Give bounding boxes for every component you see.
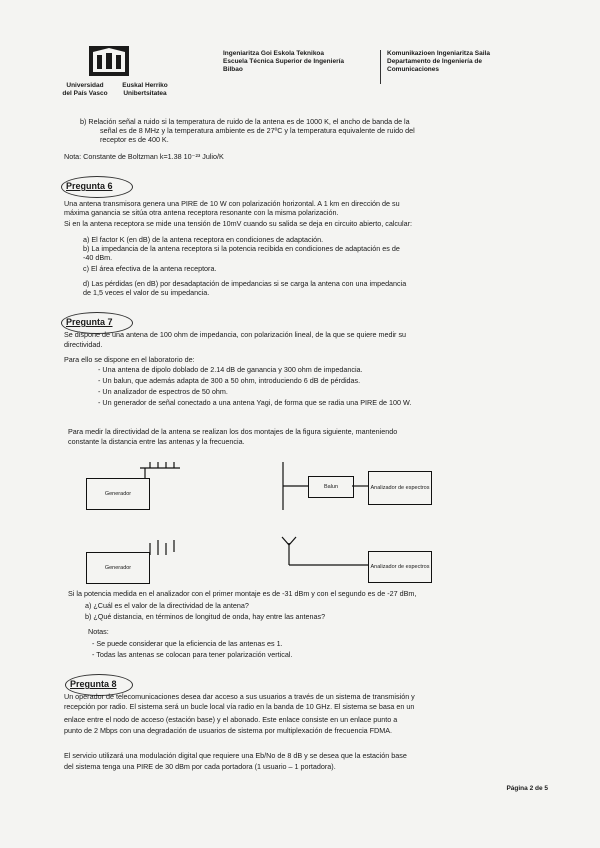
balun-box: Balun <box>308 476 354 498</box>
question-item: d) Las pérdidas (en dB) por desadaptación de impedancias si se carga la antena con una impedancia <box>83 279 407 288</box>
paragraph: El servicio utilizará una modulación digital que requiere una Eb/No de 8 dB y se desea que la estación base <box>64 751 407 760</box>
paragraph: Un operador de telecomunicaciones desea dar acceso a sus usuarios a través de un sistema de transmisión y <box>64 692 415 701</box>
paragraph: Una antena transmisora genera una PIRE de 10 W con polarización horizontal. A 1 km en dirección de su <box>64 199 400 208</box>
list-item: - Un generador de señal conectado a una antena Yagi, de forma que se radia una PIRE de 100 W. <box>98 398 412 407</box>
university-name-es: Universidad del País Vasco <box>62 82 108 97</box>
question-item: -40 dBm. <box>83 253 113 262</box>
paragraph: Si en la antena receptora se mide una tensión de 10mV cuando su salida se deja en circuito abierto, calcular: <box>64 219 413 228</box>
question-item: b) Relación señal a ruido si la temperatura de ruido de la antena es de 1000 K, el ancho de banda de la <box>80 117 410 126</box>
paragraph: enlace entre el nodo de acceso (estación base) y el abonado. Este enlace consiste en un enlace punto a <box>64 715 398 724</box>
question-7-title: Pregunta 7 <box>66 317 113 327</box>
generator-box-1: Generador <box>86 478 150 510</box>
paragraph: Se dispone de una antena de 100 ohm de impedancia, con polarización lineal, de la que se quiere medir su <box>64 330 407 339</box>
question-item: señal es de 8 MHz y la temperatura ambiente es de 27ºC y la temperatura equivalente de ruido del <box>100 126 415 135</box>
question-item: de 1,5 veces el valor de su impedancia. <box>83 288 210 297</box>
list-item: - Una antena de dipolo doblado de 2.14 dB de ganancia y 300 ohm de impedancia. <box>98 365 363 374</box>
department-name: Komunikazioen Ingeniaritza Saila Departamento de Ingeniería de Comunicaciones <box>380 50 547 84</box>
question-8-title: Pregunta 8 <box>70 679 117 689</box>
paragraph: punto de 2 Mbps con una degradación de usuarios de sistema por multiplexación de frecuencia FDMA. <box>64 726 393 735</box>
analyzer-box-1: Analizador de espectros <box>368 471 432 505</box>
paragraph: Si la potencia medida en el analizador con el primer montaje es de -31 dBm y con el segundo es de -27 dBm, <box>68 589 417 598</box>
note-text: Nota: Constante de Boltzman k=1.38 10⁻²³ Julio/K <box>64 152 224 161</box>
paragraph: del sistema tenga una PIRE de 30 dBm por cada portadora (1 usuario – 1 portadora). <box>64 762 336 771</box>
generator-box-2: Generador <box>86 552 150 584</box>
list-item: - Todas las antenas se colocan para tener polarización vertical. <box>92 650 293 659</box>
school-name: Ingeniaritza Goi Eskola Teknikoa Escuela Técnica Superior de Ingeniería Bilbao <box>223 50 345 73</box>
paragraph: recepción por radio. El sistema será un bucle local vía radio en la banda de 10 GHz. El sistema se basa en un <box>64 702 415 711</box>
paragraph: Para ello se dispone en el laboratorio de: <box>64 355 195 364</box>
paragraph: máxima ganancia se sitúa otra antena receptora resonante con la misma polarización. <box>64 208 339 217</box>
paragraph: directividad. <box>64 340 103 349</box>
notes-title: Notas: <box>88 627 109 636</box>
question-item: a) El factor K (en dB) de la antena receptora en condiciones de adaptación. <box>83 235 324 244</box>
question-6-title: Pregunta 6 <box>66 181 113 191</box>
question-item: receptor es de 400 K. <box>100 135 169 144</box>
university-name-eu: Euskal Herriko Unibertsitatea <box>122 82 168 97</box>
question-item: b) La impedancia de la antena receptora si la potencia recibida en condiciones de adaptación es de <box>83 244 400 253</box>
paragraph: Para medir la directividad de la antena se realizan los dos montajes de la figura siguiente, manteniendo <box>68 427 398 436</box>
question-item: c) El área efectiva de la antena receptora. <box>83 264 217 273</box>
page-number: Página 2 de 5 <box>506 785 548 792</box>
list-item: - Un balun, que además adapta de 300 a 50 ohm, introduciendo 6 dB de pérdidas. <box>98 376 361 385</box>
paragraph: constante la distancia entre las antenas y la frecuencia. <box>68 437 245 446</box>
list-item: - Un analizador de espectros de 50 ohm. <box>98 387 228 396</box>
question-item: a) ¿Cuál es el valor de la directividad de la antena? <box>85 601 249 610</box>
question-item: b) ¿Qué distancia, en términos de longitud de onda, hay entre las antenas? <box>85 612 326 621</box>
list-item: - Se puede considerar que la eficiencia de las antenas es 1. <box>92 639 283 648</box>
analyzer-box-2: Analizador de espectros <box>368 551 432 583</box>
